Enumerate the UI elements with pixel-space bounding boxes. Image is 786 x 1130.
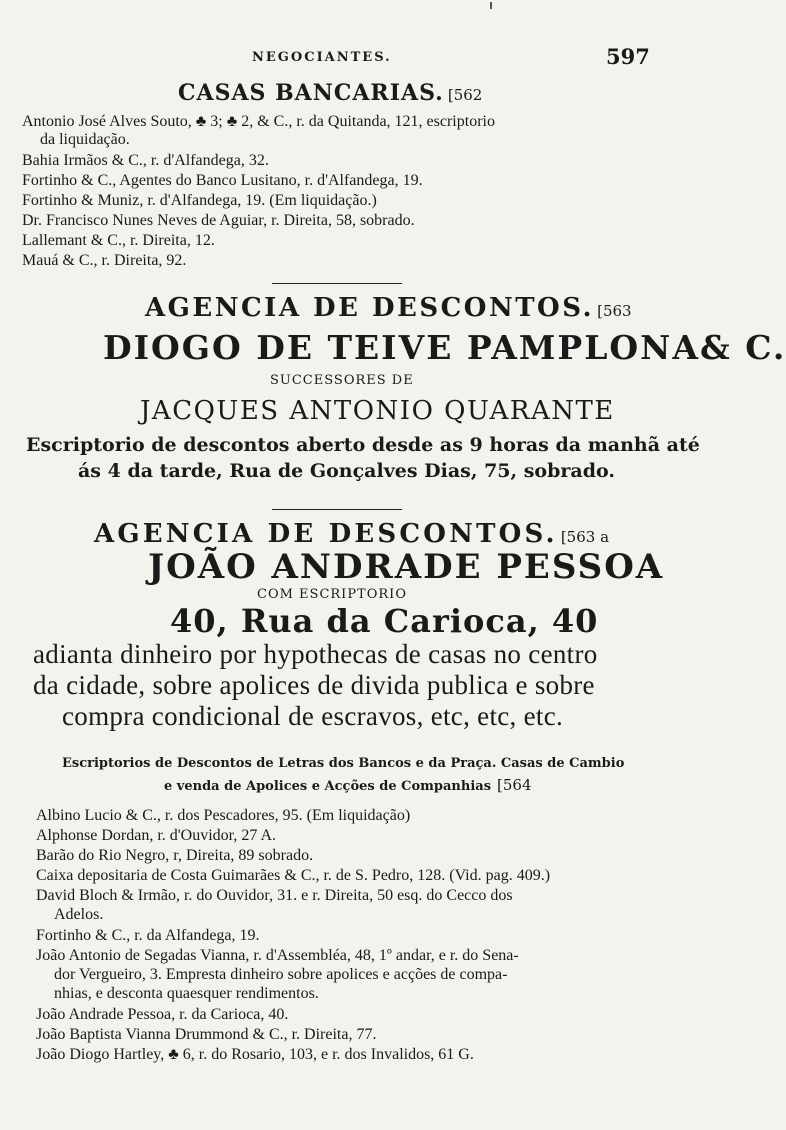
list-item: João Antonio de Segadas Vianna, r. d'Assembléa, 48, 1º andar, e r. do Sena- [36,947,519,964]
section-heading-escriptorios: Escriptorios de Descontos de Letras dos Bancos e da Praça. Casas de Cambio [62,756,625,771]
list-item: Bahia Irmãos & C., r. d'Alfandega, 32. [22,152,269,169]
print-mark [490,2,492,9]
agency-heading-1 [145,293,632,323]
agency-description: Escriptorio de descontos aberto desde as 9 horas da manhã até [26,434,700,456]
agency-address: 40, Rua da Carioca, 40 [170,602,599,640]
list-item-continuation: da liquidação. [40,131,130,148]
list-item: Fortinho & Muniz, r. d'Alfandega, 19. (Em liquidação.) [22,192,377,209]
divider [272,509,402,510]
list-item: Alphonse Dordan, r. d'Ouvidor, 27 A. [36,827,276,844]
list-item: David Bloch & Irmão, r. do Ouvidor, 31. e r. Direita, 50 esq. do Cecco dos [36,887,513,904]
section-title-text: CASAS BANCARIAS. [178,80,444,106]
section-ref: [564 [497,776,532,794]
successors-label: SUCCESSORES DE [270,373,414,388]
agency-name-suffix: & C. [699,328,786,367]
agency-name: DIOGO DE TEIVE PAMPLONA [103,328,700,367]
list-item: Fortinho & C., Agentes do Banco Lusitano, r. d'Alfandega, 19. [22,172,423,189]
agency-title: AGENCIA DE DESCONTOS. [145,293,595,323]
list-item-continuation: Adelos. [54,906,104,923]
agency-name-1 [103,328,786,367]
section-title-casas-bancarias [178,80,482,106]
list-item: Barão do Rio Negro, r, Direita, 89 sobrado. [36,847,314,864]
agency-ref: [563 a [560,528,610,546]
predecessor-name: JACQUES ANTONIO QUARANTE [140,396,615,426]
section-ref: [562 [447,86,483,104]
list-item: Caixa depositaria de Costa Guimarães & C., r. de S. Pedro, 128. (Vid. pag. 409.) [36,867,551,884]
list-item: Lallemant & C., r. Direita, 12. [22,232,215,249]
list-item-continuation: nhias, e desconta quaesquer rendimentos. [54,985,319,1002]
agency-heading-2 [94,519,609,549]
agency-description: adianta dinheiro por hypothecas de casas no centro [33,639,598,669]
list-item: João Baptista Vianna Drummond & C., r. Direita, 77. [36,1026,377,1043]
agency-description: compra condicional de escravos, etc, etc, etc. [62,701,564,731]
agency-description: da cidade, sobre apolices de divida publica e sobre [33,670,595,700]
list-item: Dr. Francisco Nunes Neves de Aguiar, r. Direita, 58, sobrado. [22,212,415,229]
list-item: Mauá & C., r. Direita, 92. [22,252,187,269]
list-item-continuation: dor Vergueiro, 3. Empresta dinheiro sobre apolices e acções de compa- [54,966,508,983]
agency-ref: [563 [597,302,632,320]
agency-description: ás 4 da tarde, Rua de Gonçalves Dias, 75, sobrado. [78,460,615,482]
section-heading-escriptorios-2: e venda de Apolices e Acções de Companhias [564 [164,776,532,794]
agency-title: AGENCIA DE DESCONTOS. [94,519,558,549]
list-item: Fortinho & C., r. da Alfandega, 19. [36,927,260,944]
list-item: Antonio José Alves Souto, ♣ 3; ♣ 2, & C., r. da Quitanda, 121, escriptorio [22,113,495,130]
divider [272,283,402,284]
list-item: Albino Lucio & C., r. dos Pescadores, 95. (Em liquidação) [36,807,411,824]
running-header: NEGOCIANTES. [252,50,392,65]
list-item: João Andrade Pessoa, r. da Carioca, 40. [36,1006,289,1023]
office-label: COM ESCRIPTORIO [257,587,407,602]
agency-name: JOÃO ANDRADE PESSOA [148,547,665,587]
list-item: João Diogo Hartley, ♣ 6, r. do Rosario, 103, e r. dos Invalidos, 61 G. [36,1046,474,1063]
page-number: 597 [606,44,650,69]
